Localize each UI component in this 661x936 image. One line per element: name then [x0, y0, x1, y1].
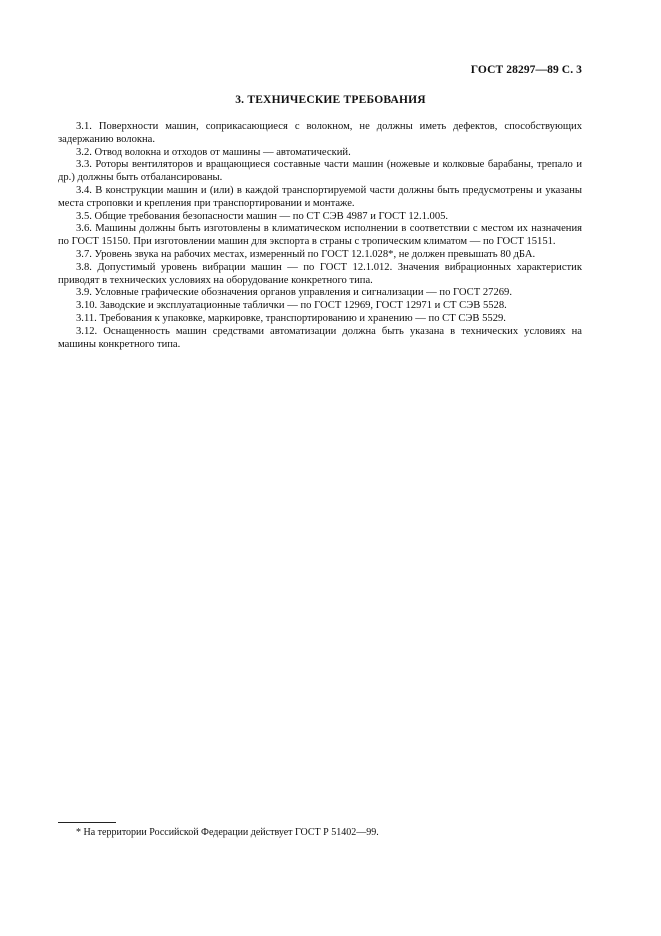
footnote-separator [58, 822, 116, 823]
page-header: ГОСТ 28297—89 С. 3 [470, 64, 582, 76]
footnote: * На территории Российской Федерации действует ГОСТ Р 51402—99. [76, 827, 379, 838]
requirement-3-5: 3.5. Общие требования безопасности машин — по СТ СЭВ 4987 и ГОСТ 12.1.005. [76, 210, 449, 222]
requirement-3-11: 3.11. Требования к упаковке, маркировке, транспортированию и хранению — по СТ СЭВ 5529. [76, 312, 506, 324]
requirement-3-6: 3.6. Машины должны быть изготовлены в климатическом исполнении в соответствии с местом их назначения по ГОСТ 15150. При изготовлении машин для экспорта в страны с тропическим климатом — по ГОСТ 15151. [58, 223, 582, 248]
requirement-3-8: 3.8. Допустимый уровень вибрации машин — по ГОСТ 12.1.012. Значения вибрационных характеристик приводят в технических условиях на оборудование конкретного типа. [58, 261, 582, 286]
requirement-3-12: 3.12. Оснащенность машин средствами автоматизации должна быть указана в технических условиях на машины конкретного типа. [58, 325, 582, 350]
requirement-3-9: 3.9. Условные графические обозначения органов управления и сигнализации — по ГОСТ 27269. [76, 287, 512, 299]
requirement-3-1: 3.1. Поверхности машин, соприкасающиеся с волокном, не должны иметь дефектов, способствующих задержанию волокна. [58, 121, 582, 145]
requirement-3-10: 3.10. Заводские и эксплуатационные таблички — по ГОСТ 12969, ГОСТ 12971 и СТ СЭВ 5528. [76, 300, 507, 312]
requirement-3-7: 3.7. Уровень звука на рабочих местах, измеренный по ГОСТ 12.1.028*, не должен превышать 80 дБА. [76, 248, 536, 260]
requirement-3-3: 3.3. Роторы вентиляторов и вращающиеся составные части машин (ножевые и колковые барабаны, трепало и др.) должны быть отбалансированы. [58, 159, 582, 184]
requirement-3-4: 3.4. В конструкции машин и (или) в каждой транспортируемой части должны быть предусмотрены и указаны места строповки и крепления при транспортировании и монтаже. [58, 184, 582, 209]
requirement-3-2: 3.2. Отвод волокна и отходов от машины — автоматический. [76, 146, 351, 158]
section-title: 3. ТЕХНИЧЕСКИЕ ТРЕБОВАНИЯ [235, 94, 426, 106]
requirements-body [58, 121, 582, 351]
